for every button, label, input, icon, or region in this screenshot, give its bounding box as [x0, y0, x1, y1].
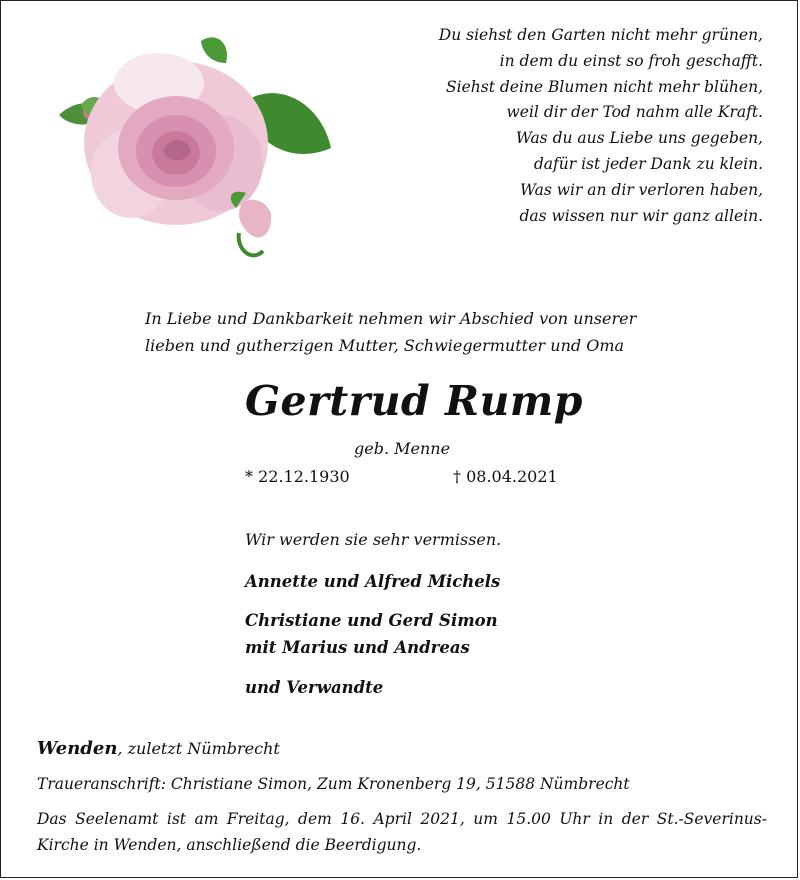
poem-line: das wissen nur wir ganz allein.	[519, 206, 763, 225]
poem-line: Du siehst den Garten nicht mehr grünen,	[438, 26, 763, 44]
intro-line: In Liebe und Dankbarkeit nehmen wir Abschied von unserer	[145, 309, 637, 328]
poem	[363, 23, 763, 229]
rose-image	[41, 23, 341, 283]
place-line	[37, 738, 280, 759]
poem-line: Was du aus Liebe uns gegeben,	[515, 129, 763, 148]
deceased-name: Gertrud Rump	[245, 377, 583, 425]
mourner-line: und Verwandte	[245, 678, 384, 697]
place-rest: , zuletzt Nümbrecht	[117, 739, 280, 758]
intro-line: lieben und gutherzigen Mutter, Schwiegermutter und Oma	[145, 336, 625, 355]
funeral-mass-info: Das Seelenamt ist am Freitag, dem 16. April 2021, um 15.00 Uhr in der St.-Severinus-Kirche in Wenden, anschließend die Beerdigung.	[37, 810, 767, 854]
poem-line: weil dir der Tod nahm alle Kraft.	[506, 103, 763, 122]
mourner-line: mit Marius und Andreas	[245, 638, 470, 657]
death-date: † 08.04.2021	[453, 467, 558, 486]
closing-line: Wir werden sie sehr vermissen.	[245, 530, 502, 549]
poem-line: in dem du einst so froh geschafft.	[499, 51, 763, 70]
maiden-name: geb. Menne	[354, 439, 451, 458]
mourner-line: Christiane und Gerd Simon	[245, 611, 498, 630]
intro-text	[145, 305, 665, 359]
place-town: Wenden	[37, 738, 118, 759]
mourning-address: Traueranschrift: Christiane Simon, Zum Kronenberg 19, 51588 Nümbrecht	[37, 775, 630, 793]
birth-date: * 22.12.1930	[245, 467, 350, 486]
mourner-line: Annette und Alfred Michels	[245, 572, 501, 591]
poem-line: Siehst deine Blumen nicht mehr blühen,	[446, 77, 763, 96]
poem-line: dafür ist jeder Dank zu klein.	[533, 154, 763, 173]
poem-line: Was wir an dir verloren haben,	[520, 180, 763, 199]
